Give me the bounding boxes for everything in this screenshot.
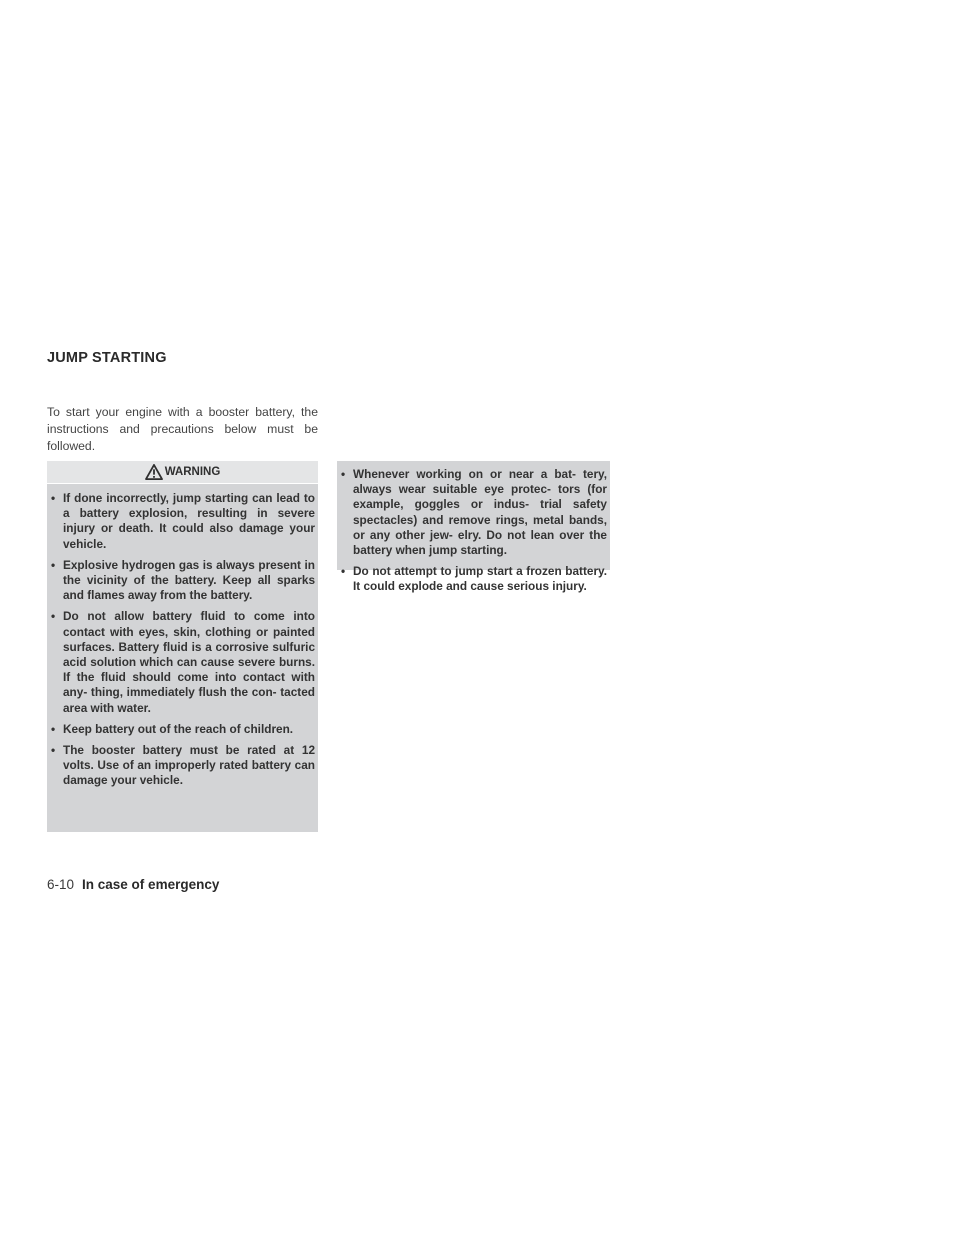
chapter-title: In case of emergency [82, 877, 220, 892]
section-title: JUMP STARTING [47, 350, 167, 366]
warning-item: • Keep battery out of the reach of children. [51, 721, 294, 736]
page-number: 6-10 [47, 877, 75, 892]
warning-list-left [47, 484, 318, 789]
warning-label: WARNING [164, 466, 221, 478]
intro-paragraph: To start your engine with a booster battery, the instructions and precautions below must be followed. [47, 405, 318, 453]
warning-box-right [337, 461, 610, 594]
warning-header [47, 461, 318, 484]
warning-triangle-icon [145, 464, 163, 480]
page-footer [47, 877, 219, 892]
warning-box-left [47, 461, 318, 832]
warning-item: • Explosive hydrogen gas is always present in the vicinity of the battery. Keep all sparks and flames away from the battery. [51, 557, 315, 603]
warning-item: • Do not allow battery fluid to come into contact with eyes, skin, clothing or painted surfaces. Battery fluid is a corrosive sulfuric acid solution which can cause severe burns. If the fluid should come into contact with any- thing, immediately flush the con- tacted area with water. [51, 609, 315, 715]
warning-item: • The booster battery must be rated at 12 volts. Use of an improperly rated battery can damage your vehicle. [51, 743, 315, 788]
warning-item: • Do not attempt to jump start a frozen battery. It could explode and cause serious injury. [341, 564, 607, 594]
warning-list-right [337, 461, 610, 595]
warning-item: • If done incorrectly, jump starting can lead to a battery explosion, resulting in severe injury or death. It could also damage your vehicle. [51, 491, 315, 551]
warning-item: • Whenever working on or near a bat- tery, always wear suitable eye protec- tors (for example, goggles or indus- trial safety spectacles) and remove rings, metal bands, or any other jew- elry. Do not lean over the battery when jump starting. [341, 467, 607, 558]
